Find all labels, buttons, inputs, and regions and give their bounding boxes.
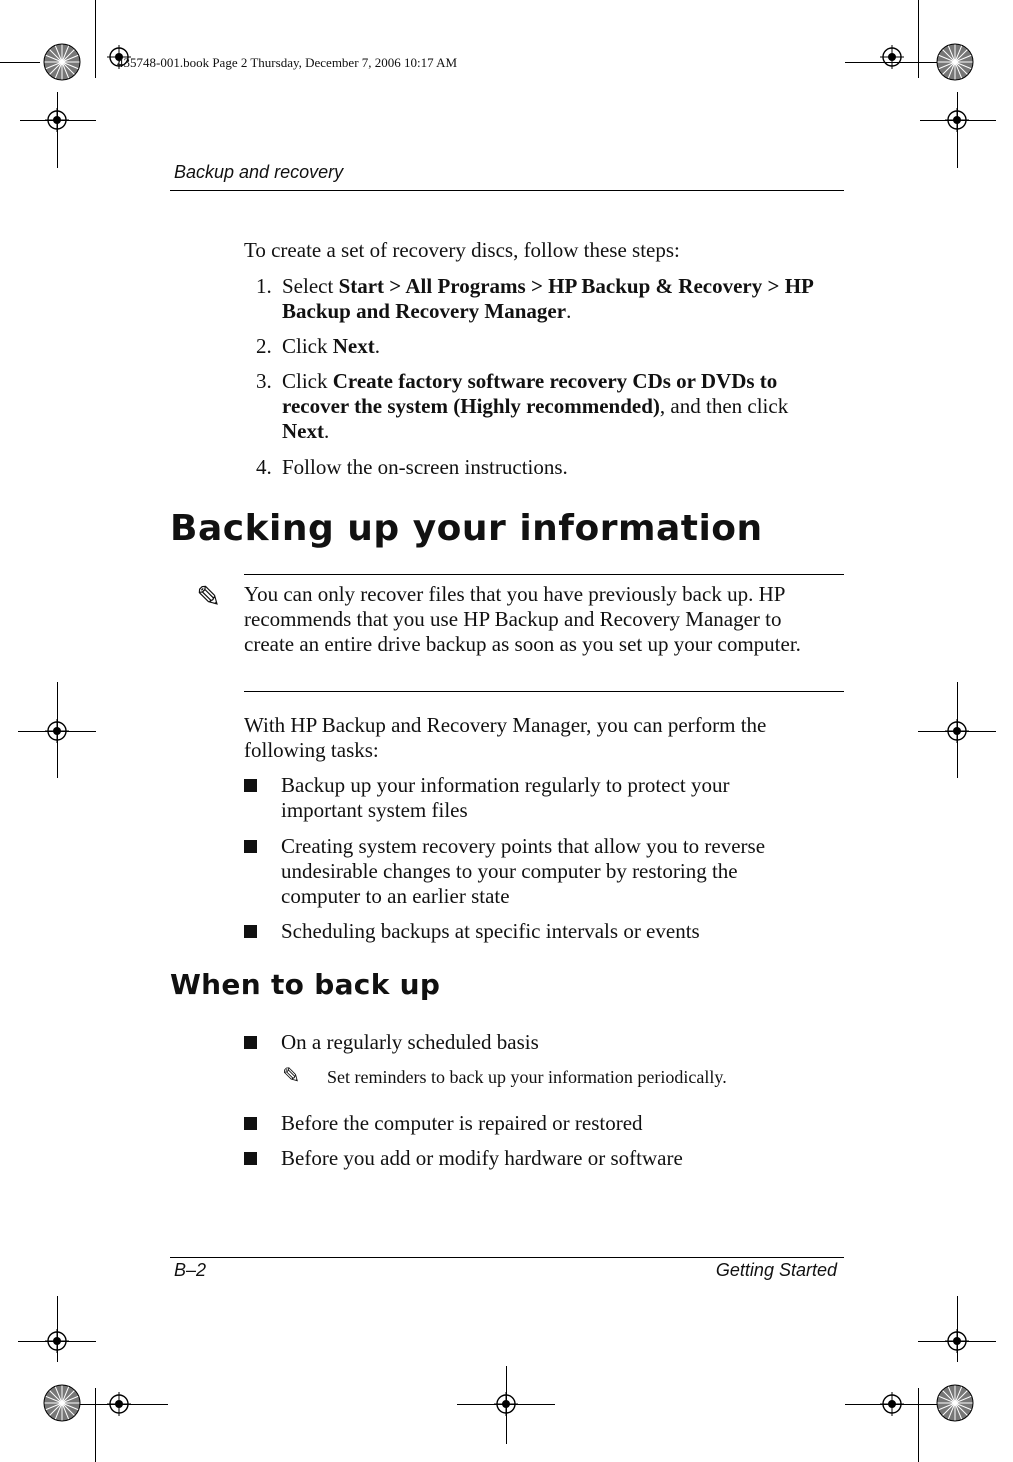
step-number: 1. [256,274,272,298]
intro-text: To create a set of recovery discs, follow these steps: [244,238,680,262]
registration-mark-icon [45,108,69,132]
subsection-heading: When to back up [170,968,441,1001]
square-bullet-icon [244,779,257,792]
starburst-mark-icon [42,42,82,82]
registration-mark-icon [494,1392,518,1416]
starburst-mark-icon [42,1383,82,1423]
print-slug: 435748-001.book Page 2 Thursday, December 7, 2006 10:17 AM [117,55,458,70]
registration-mark-icon [45,719,69,743]
step-number: 2. [256,334,272,358]
square-bullet-icon [244,840,257,853]
step-item: 1. Select Start > All Programs > HP Backup & Recovery > HP Backup and Recovery Manager. [256,274,813,323]
tasks-intro: With HP Backup and Recovery Manager, you can perform the following tasks: [244,713,767,762]
step-number: 3. [256,369,272,393]
starburst-mark-icon [935,1383,975,1423]
step-item: 3. Click Create factory software recovery CDs or DVDs to recover the system (Highly recommended), and then click Next. [256,369,789,443]
registration-mark-icon [945,719,969,743]
pencil-note-icon: ✎ [196,580,222,615]
note-text: You can only recover files that you have previously back up. HP recommends that you use HP Backup and Recovery Manager to create an entire drive backup as soon as you set up your computer. [244,582,801,656]
square-bullet-icon [244,1117,257,1130]
footer-rule [170,1257,844,1258]
step-item: 2. Click Next. [256,334,380,358]
registration-mark-icon [945,1329,969,1353]
registration-mark-icon [880,45,904,69]
square-bullet-icon [244,1036,257,1049]
registration-mark-icon [107,1392,131,1416]
page-number: B–2 [174,1260,207,1280]
footer-title: Getting Started [715,1260,837,1280]
step-number: 4. [256,455,272,479]
step-item: 4. Follow the on-screen instructions. [256,455,568,479]
note-top-rule [244,574,844,575]
header-rule [170,190,844,191]
note-bottom-rule [244,691,844,692]
pencil-note-icon: ✎ [282,1064,301,1089]
registration-mark-icon [945,108,969,132]
running-head: Backup and recovery [174,162,344,182]
registration-mark-icon [45,1329,69,1353]
note-text: Set reminders to back up your information periodically. [327,1067,727,1087]
section-heading: Backing up your information [170,508,763,549]
square-bullet-icon [244,1152,257,1165]
registration-mark-icon [880,1392,904,1416]
starburst-mark-icon [935,42,975,82]
square-bullet-icon [244,925,257,938]
